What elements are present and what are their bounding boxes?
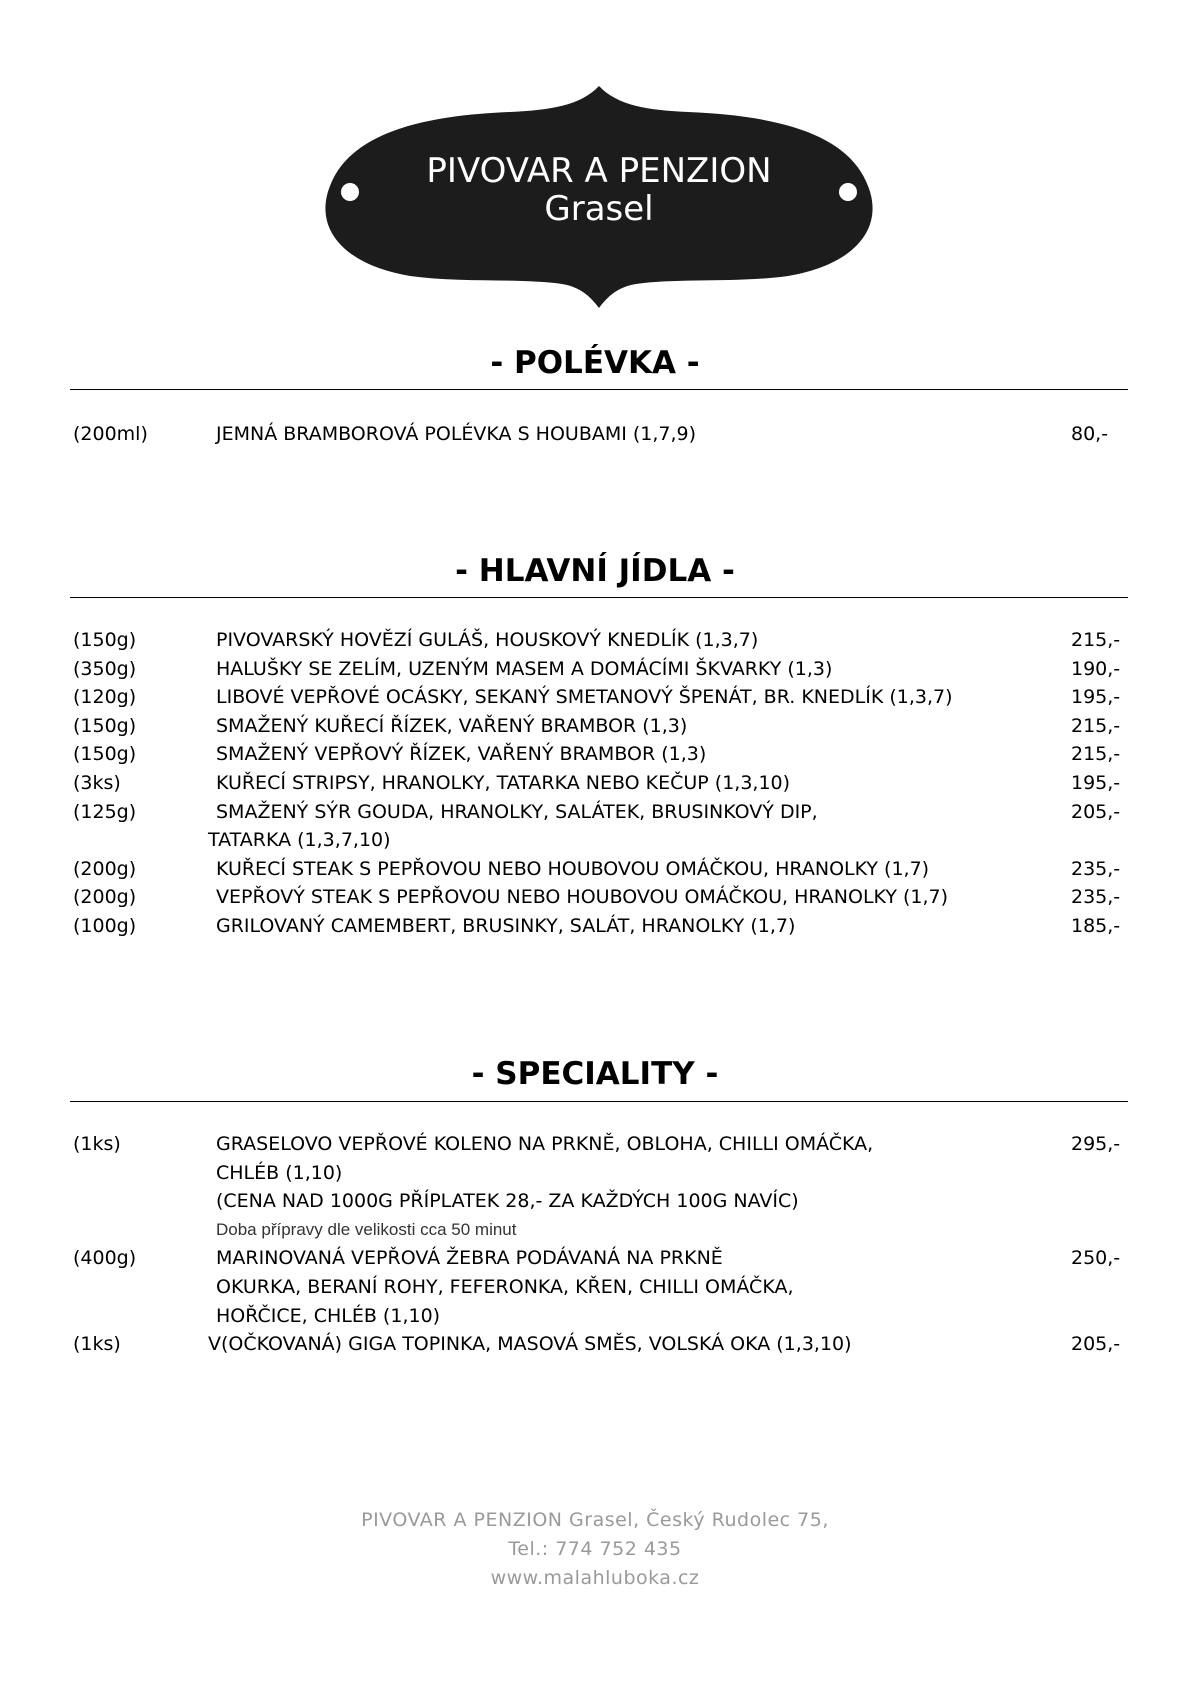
item-price: 235,-: [1071, 886, 1121, 909]
item-portion: (150g): [73, 629, 137, 651]
section-divider: [70, 597, 1128, 598]
menu-item: [0, 798, 1190, 855]
logo-subtitle: Grasel: [544, 189, 654, 229]
item-name: MARINOVANÁ VEPŘOVÁ ŽEBRA PODÁVANÁ NA PRKNĚ: [216, 1247, 723, 1270]
item-price: 190,-: [1071, 657, 1121, 680]
item-price: 195,-: [1071, 771, 1121, 794]
logo-badge: [318, 86, 880, 308]
menu-item: [0, 855, 1190, 884]
menu-item: [0, 712, 1190, 741]
logo-dot-right: [839, 183, 857, 201]
item-price: 205,-: [1071, 1333, 1121, 1356]
footer-phone: Tel.: 774 752 435: [508, 1538, 682, 1560]
item-price: 295,-: [1071, 1133, 1121, 1155]
item-name-continued: TATARKA (1,3,7,10): [208, 829, 391, 852]
menu-item: [0, 883, 1190, 912]
brand-logo: [318, 86, 880, 308]
item-price: 215,-: [1071, 743, 1121, 766]
menu-list-speciality: [0, 1130, 1190, 1359]
item-portion: (350g): [73, 657, 137, 680]
item-price: 235,-: [1071, 857, 1121, 880]
item-name: SMAŽENÝ SÝR GOUDA, HRANOLKY, SALÁTEK, BRUSINKOVÝ DIP,: [216, 800, 818, 823]
section-divider: [70, 389, 1128, 390]
item-portion: (150g): [73, 743, 137, 766]
item-prep-time-note: Doba přípravy dle velikosti cca 50 minut: [216, 1219, 517, 1239]
menu-item: [0, 1130, 1190, 1244]
section-divider: [70, 1101, 1128, 1102]
item-name-continued: HOŘČICE, CHLÉB (1,10): [216, 1304, 441, 1327]
item-price: 185,-: [1071, 914, 1121, 937]
menu-item: [0, 912, 1190, 941]
menu-item: [0, 683, 1190, 712]
item-price: 215,-: [1071, 714, 1121, 737]
item-portion: (125g): [73, 800, 137, 823]
item-name: JEMNÁ BRAMBOROVÁ POLÉVKA S HOUBAMI (1,7,9): [216, 423, 697, 445]
item-portion: (400g): [73, 1247, 137, 1270]
menu-item: [0, 1330, 1190, 1359]
menu-item: [0, 655, 1190, 684]
item-name: PIVOVARSKÝ HOVĚZÍ GULÁŠ, HOUSKOVÝ KNEDLÍK (1,3,7): [216, 629, 759, 651]
item-name: VEPŘOVÝ STEAK S PEPŘOVOU NEBO HOUBOVOU OMÁČKOU, HRANOLKY (1,7): [216, 886, 949, 909]
item-name-continued: CHLÉB (1,10): [216, 1161, 343, 1184]
logo-title: PIVOVAR A PENZION: [426, 151, 772, 191]
item-portion: (3ks): [73, 771, 121, 794]
menu-item: [0, 769, 1190, 798]
menu-item: [0, 1244, 1190, 1330]
item-portion: (150g): [73, 714, 137, 737]
item-name: HALUŠKY SE ZELÍM, UZENÝM MASEM A DOMÁCÍMI ŠKVARKY (1,3): [216, 657, 833, 680]
item-name: GRASELOVO VEPŘOVÉ KOLENO NA PRKNĚ, OBLOHA, CHILLI OMÁČKA,: [216, 1133, 874, 1155]
menu-item: [0, 740, 1190, 769]
item-price: 250,-: [1071, 1247, 1121, 1270]
item-portion: (200g): [73, 886, 137, 909]
item-price: 205,-: [1071, 800, 1121, 823]
item-name: KUŘECÍ STRIPSY, HRANOLKY, TATARKA NEBO KEČUP (1,3,10): [216, 771, 791, 794]
item-portion: (1ks): [73, 1333, 121, 1356]
item-price: 215,-: [1071, 629, 1121, 651]
footer-contact: [0, 1506, 1190, 1593]
menu-item: [0, 626, 1190, 655]
item-name: KUŘECÍ STEAK S PEPŘOVOU NEBO HOUBOVOU OMÁČKOU, HRANOLKY (1,7): [216, 857, 930, 880]
item-portion: (120g): [73, 686, 137, 709]
item-name: LIBOVÉ VEPŘOVÉ OCÁSKY, SEKANÝ SMETANOVÝ ŠPENÁT, BR. KNEDLÍK (1,3,7): [216, 686, 953, 709]
menu-list-polevka: [0, 420, 1190, 449]
menu-item: [0, 420, 1190, 449]
item-portion: (200g): [73, 857, 137, 880]
section-title-polevka: - POLÉVKA -: [490, 345, 700, 381]
item-name: V(OČKOVANÁ) GIGA TOPINKA, MASOVÁ SMĚS, VOLSKÁ OKA (1,3,10): [208, 1333, 852, 1356]
section-title-hlavni-jidla: - HLAVNÍ JÍDLA -: [455, 553, 735, 589]
item-portion: (1ks): [73, 1133, 121, 1155]
item-price: 195,-: [1071, 686, 1121, 709]
footer-address: PIVOVAR A PENZION Grasel, Český Rudolec 75,: [361, 1509, 829, 1531]
item-name: SMAŽENÝ KUŘECÍ ŘÍZEK, VAŘENÝ BRAMBOR (1,3): [216, 714, 688, 737]
item-name-continued: OKURKA, BERANÍ ROHY, FEFERONKA, KŘEN, CHILLI OMÁČKA,: [216, 1275, 794, 1298]
item-portion: (100g): [73, 914, 137, 937]
item-name: GRILOVANÝ CAMEMBERT, BRUSINKY, SALÁT, HRANOLKY (1,7): [216, 914, 796, 937]
item-surcharge-note: (CENA NAD 1000G PŘÍPLATEK 28,- ZA KAŽDÝCH 100G NAVÍC): [216, 1190, 799, 1213]
logo-dot-left: [341, 183, 359, 201]
section-title-speciality: - SPECIALITY -: [471, 1056, 719, 1092]
item-portion: (200ml): [73, 423, 148, 445]
footer-website-link[interactable]: www.malahluboka.cz: [490, 1567, 700, 1589]
menu-list-hlavni-jidla: [0, 626, 1190, 941]
item-price: 80,-: [1071, 423, 1109, 445]
item-name: SMAŽENÝ VEPŘOVÝ ŘÍZEK, VAŘENÝ BRAMBOR (1,3): [216, 743, 707, 766]
